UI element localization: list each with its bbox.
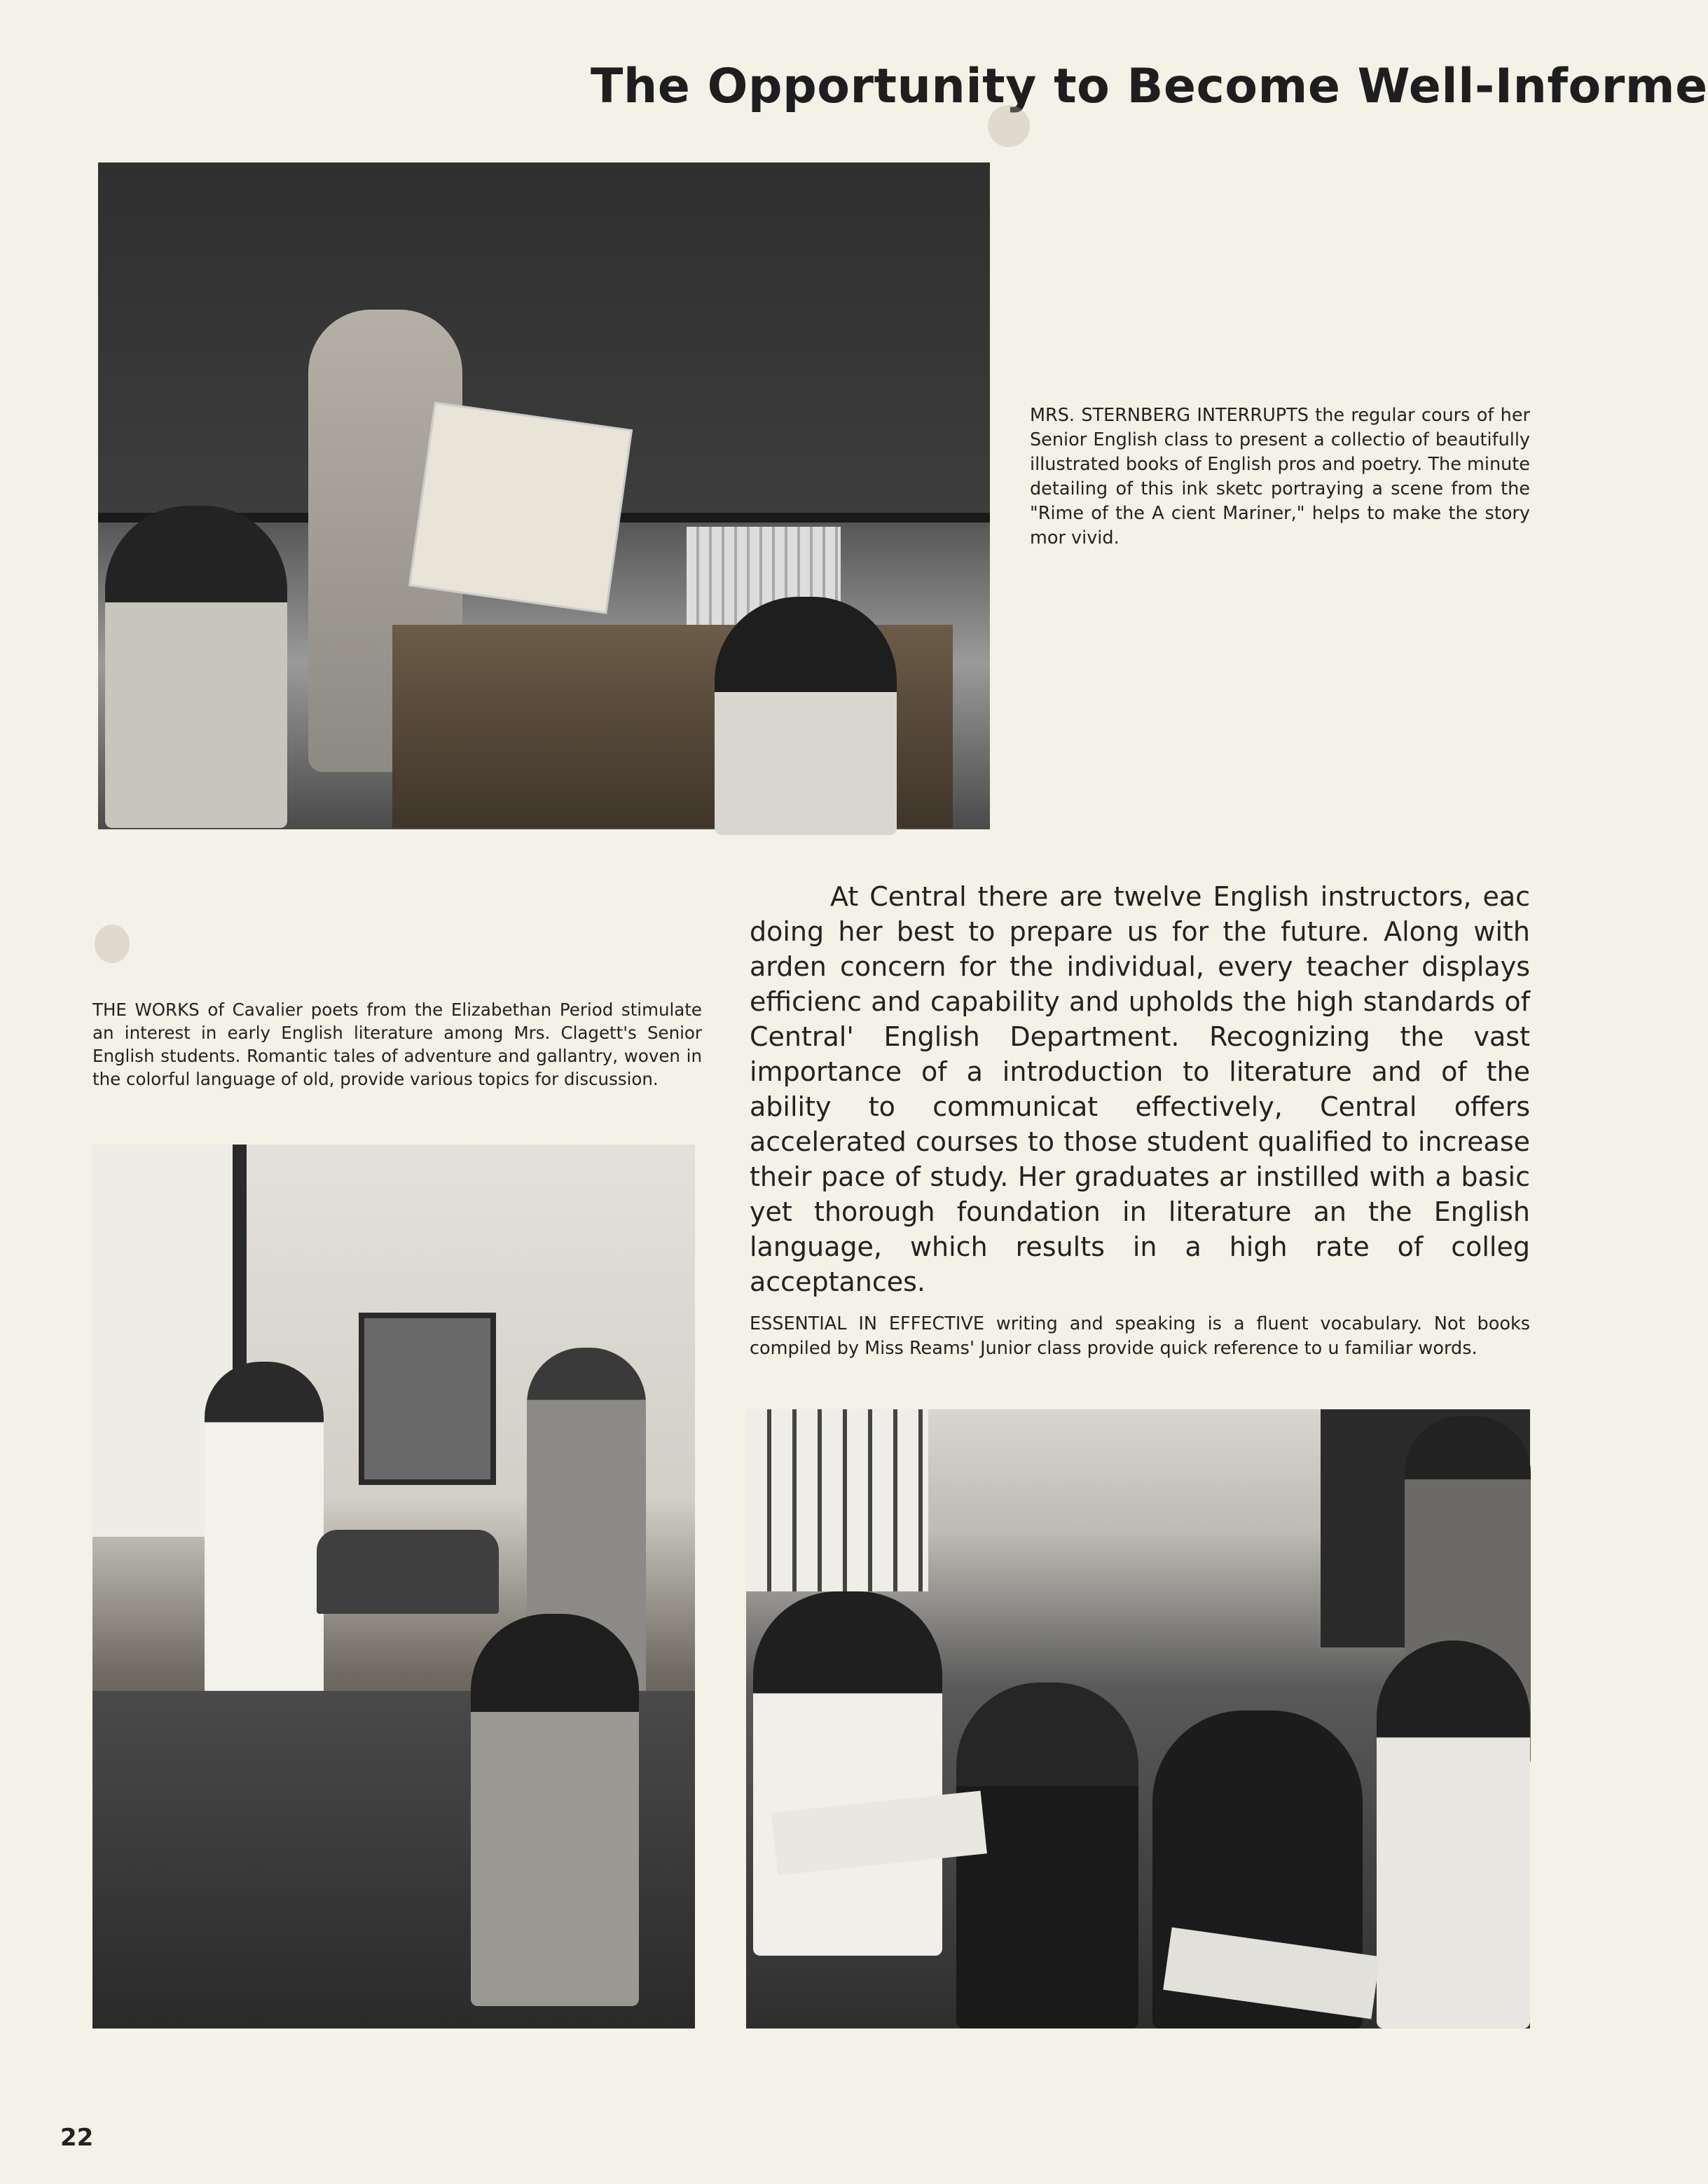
student-figure: [715, 597, 897, 835]
caption-reams: ESSENTIAL IN EFFECTIVE writing and speaking is a fluent vocabulary. Not books compiled by Miss Reams' Junior class provide quick reference to u familiar words.: [750, 1313, 1530, 1359]
framed-portrait: [359, 1313, 496, 1485]
student-seated: [753, 1591, 942, 1956]
student-seated: [471, 1614, 639, 2006]
page-title: The Opportunity to Become Well-Informe: [591, 59, 1708, 114]
student-seated: [1377, 1640, 1530, 2029]
photo-clagett: [92, 1145, 695, 2029]
smudge-mark: [988, 105, 1030, 147]
plant-box: [317, 1530, 499, 1614]
caption-clagett: THE WORKS of Cavalier poets from the Elizabethan Period stimulate an interest in early English literature among Mrs. Clagett's Senior English students. Romantic tales of adventure and gallantry, woven in the colorful language of old, provide various topics for discussion.: [92, 1000, 702, 1089]
page-number: 22: [60, 2124, 94, 2152]
student-seated: [956, 1682, 1138, 2029]
caption-sternberg: MRS. STERNBERG INTERRUPTS the regular cours of her Senior English class to present a collectio of beautifully illustrated books of English pros and poetry. The minute detailing of this ink sketc portraying a scene from the "Rime of the A cient Mariner," helps to make the story mor vivid.: [1030, 405, 1530, 548]
window-panes: [746, 1409, 928, 1591]
student-figure: [105, 506, 287, 828]
photo-sternberg: [98, 163, 990, 829]
smudge-mark: [95, 925, 130, 963]
illustration-print: [408, 401, 633, 614]
body-paragraph: At Central there are twelve English instructors, eac doing her best to prepare us for the future. Along with arden concern for the individual, every teacher displays efficienc and capability and upholds the high standards of Central' English Department. Recognizing the vast importance of a introduction to literature and of the ability to communicat effectively, Central offers accelerated courses to those student qualified to increase their pace of study. Her graduates ar instilled with a basic yet thorough foundation in literature an the English language, which results in a high rate of colleg acceptances.: [750, 881, 1530, 1297]
photo-reams: [746, 1409, 1530, 2029]
